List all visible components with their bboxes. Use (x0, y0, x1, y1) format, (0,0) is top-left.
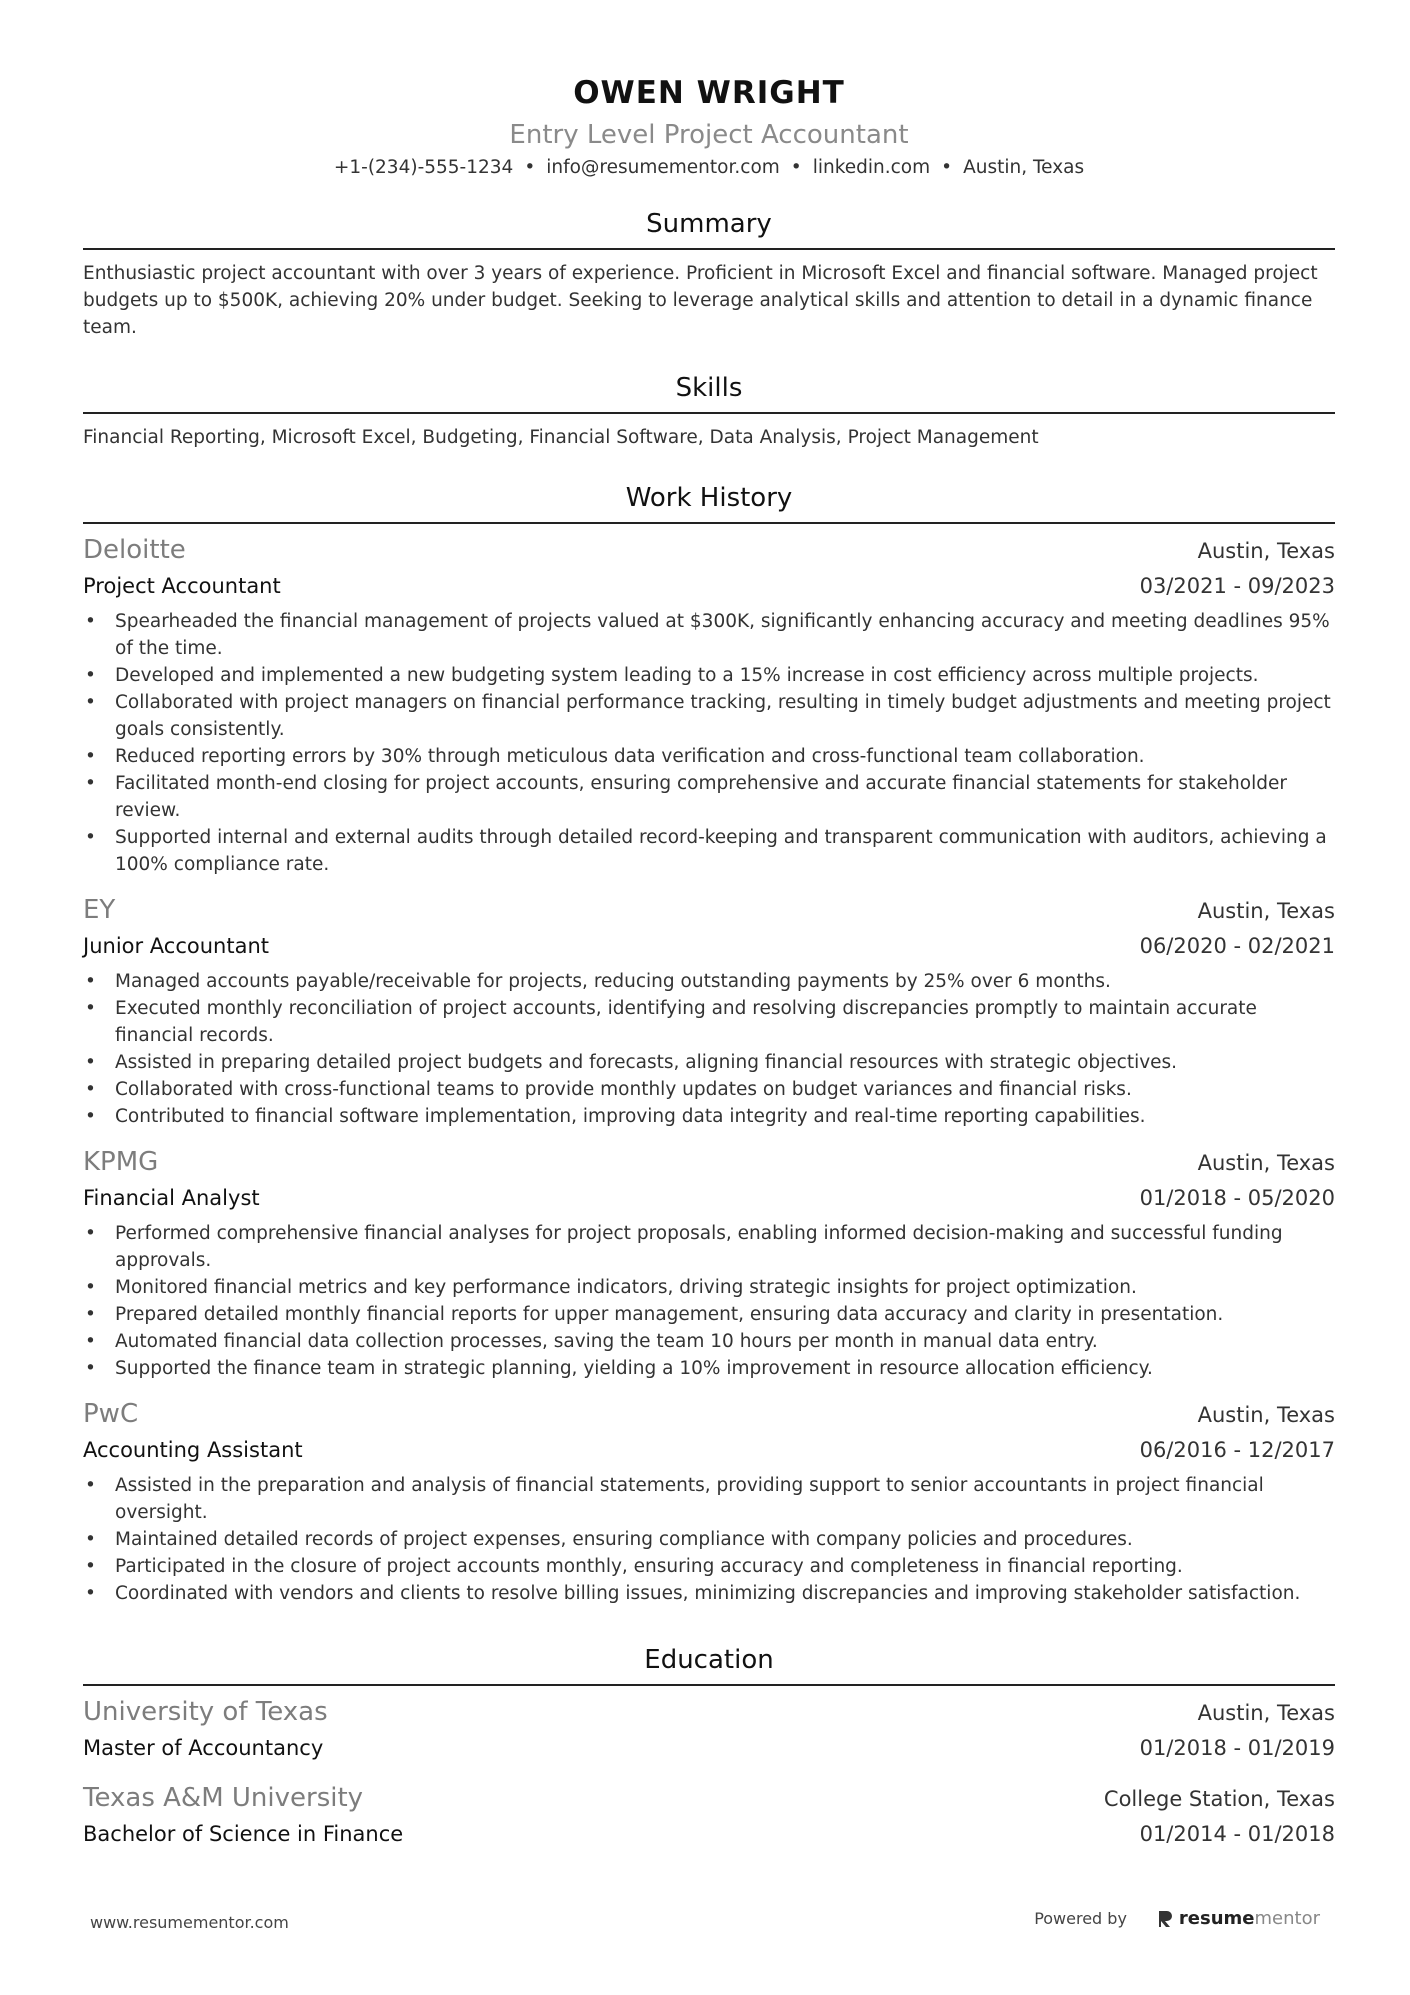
job-role-row (83, 928, 1335, 964)
contact-phone: +1-(234)-555-1234 (333, 157, 514, 178)
job-location: Austin, Texas (1197, 1151, 1335, 1175)
job-role: Junior Accountant (83, 934, 270, 958)
job-entry (83, 1144, 1335, 1382)
bullet-item: • Managed accounts payable/receivable for projects, reducing outstanding payments by 25% over 6 months. (83, 968, 1335, 995)
separator-dot: • (941, 157, 953, 178)
powered-by-label: Powered by (1034, 1909, 1127, 1928)
education-degree-row (83, 1730, 1335, 1766)
bullet-item: • Coordinated with vendors and clients to resolve billing issues, minimizing discrepancies and improving stakeholder satisfaction. (83, 1580, 1335, 1607)
footer-branding (1034, 1908, 1320, 1929)
job-role-row (83, 1180, 1335, 1216)
job-bullets (83, 1472, 1335, 1607)
job-header-row (83, 1144, 1335, 1180)
contact-linkedin[interactable]: linkedin.com (812, 157, 931, 178)
contact-email[interactable]: info@resumementor.com (546, 157, 780, 178)
work-history-heading: Work History (83, 479, 1335, 524)
bullet-item: • Supported the finance team in strategic planning, yielding a 10% improvement in resource allocation efficiency. (83, 1355, 1335, 1382)
education-entry (83, 1694, 1335, 1766)
school-name: Texas A&M University (83, 1783, 364, 1813)
bullet-item: • Performed comprehensive financial analyses for project proposals, enabling informed decision-making and successful funding approvals. (83, 1220, 1335, 1274)
bullet-item: • Maintained detailed records of project expenses, ensuring compliance with company policies and procedures. (83, 1526, 1335, 1553)
contact-line (83, 154, 1335, 182)
bullet-item: • Executed monthly reconciliation of project accounts, identifying and resolving discrepancies promptly to maintain accurate financial records. (83, 995, 1335, 1049)
education-list (83, 1694, 1335, 1852)
job-dates: 01/2018 - 05/2020 (1139, 1186, 1335, 1210)
footer-website[interactable]: www.resumementor.com (90, 1913, 289, 1932)
skills-text: Financial Reporting, Microsoft Excel, Budgeting, Financial Software, Data Analysis, Project Management (83, 427, 1039, 448)
education-dates: 01/2014 - 01/2018 (1139, 1822, 1335, 1846)
bullet-item: • Assisted in preparing detailed project budgets and forecasts, aligning financial resources with strategic objectives. (83, 1049, 1335, 1076)
bullet-item: • Reduced reporting errors by 30% through meticulous data verification and cross-functional team collaboration. (83, 743, 1335, 770)
job-role: Accounting Assistant (83, 1438, 303, 1462)
education-dates: 01/2018 - 01/2019 (1139, 1736, 1335, 1760)
school-location: Austin, Texas (1197, 1701, 1335, 1725)
candidate-title: Entry Level Project Accountant (509, 120, 909, 150)
job-bullets (83, 968, 1335, 1130)
candidate-name: OWEN WRIGHT (573, 75, 845, 111)
bullet-item: • Automated financial data collection processes, saving the team 10 hours per month in manual data entry. (83, 1328, 1335, 1355)
job-dates: 03/2021 - 09/2023 (1139, 574, 1335, 598)
separator-dot: • (524, 157, 536, 178)
resume-page (83, 70, 1335, 1852)
job-dates: 06/2020 - 02/2021 (1139, 934, 1335, 958)
contact-location: Austin, Texas (963, 157, 1085, 178)
job-location: Austin, Texas (1197, 539, 1335, 563)
job-role-row (83, 1432, 1335, 1468)
summary-text: Enthusiastic project accountant with over 3 years of experience. Proficient in Microsoft Excel and financial software. Managed project budgets up to $500K, achieving 20% under budget. Seeking to leverage analytical skills and attention to detail in a dynamic finance team. (83, 263, 1318, 338)
degree-name: Bachelor of Science in Finance (83, 1822, 404, 1846)
school-name: University of Texas (83, 1697, 328, 1727)
job-entry (83, 532, 1335, 878)
job-location: Austin, Texas (1197, 899, 1335, 923)
bullet-item: • Collaborated with project managers on financial performance tracking, resulting in timely budget adjustments and meeting project goals consistently. (83, 689, 1335, 743)
company-name: EY (83, 895, 116, 925)
job-header-row (83, 1396, 1335, 1432)
bullet-item: • Developed and implemented a new budgeting system leading to a 15% increase in cost efficiency across multiple projects. (83, 662, 1335, 689)
job-entry (83, 1396, 1335, 1607)
resumementor-logo-icon (1157, 1910, 1173, 1928)
brand-light-text: mentor (1254, 1908, 1320, 1929)
job-bullets (83, 1220, 1335, 1382)
brand-bold-text: resume (1178, 1908, 1255, 1929)
education-entry (83, 1780, 1335, 1852)
job-header-row (83, 892, 1335, 928)
bullet-item: • Assisted in the preparation and analysis of financial statements, providing support to senior accountants in project financial oversight. (83, 1472, 1335, 1526)
resumementor-logo[interactable] (1157, 1908, 1320, 1929)
job-role: Financial Analyst (83, 1186, 260, 1210)
company-name: PwC (83, 1399, 139, 1429)
degree-name: Master of Accountancy (83, 1736, 324, 1760)
job-location: Austin, Texas (1197, 1403, 1335, 1427)
job-bullets (83, 608, 1335, 878)
job-role: Project Accountant (83, 574, 281, 598)
job-dates: 06/2016 - 12/2017 (1139, 1438, 1335, 1462)
company-name: Deloitte (83, 535, 186, 565)
company-name: KPMG (83, 1147, 159, 1177)
school-location: College Station, Texas (1103, 1787, 1335, 1811)
work-history-list (83, 532, 1335, 1607)
separator-dot: • (790, 157, 802, 178)
bullet-item: • Contributed to financial software implementation, improving data integrity and real-time reporting capabilities. (83, 1103, 1335, 1130)
job-entry (83, 892, 1335, 1130)
bullet-item: • Prepared detailed monthly financial reports for upper management, ensuring data accuracy and clarity in presentation. (83, 1301, 1335, 1328)
bullet-item: • Supported internal and external audits through detailed record-keeping and transparent communication with auditors, achieving a 100% compliance rate. (83, 824, 1335, 878)
job-header-row (83, 532, 1335, 568)
summary-heading: Summary (83, 205, 1335, 250)
bullet-item: • Collaborated with cross-functional teams to provide monthly updates on budget variances and financial risks. (83, 1076, 1335, 1103)
job-role-row (83, 568, 1335, 604)
bullet-item: • Spearheaded the financial management of projects valued at $300K, significantly enhancing accuracy and meeting deadlines 95% of the time. (83, 608, 1335, 662)
education-header-row (83, 1694, 1335, 1730)
bullet-item: • Monitored financial metrics and key performance indicators, driving strategic insights for project optimization. (83, 1274, 1335, 1301)
education-header-row (83, 1780, 1335, 1816)
skills-heading: Skills (83, 369, 1335, 414)
education-degree-row (83, 1816, 1335, 1852)
education-heading: Education (83, 1641, 1335, 1686)
bullet-item: • Facilitated month-end closing for project accounts, ensuring comprehensive and accurate financial statements for stakeholder review. (83, 770, 1335, 824)
bullet-item: • Participated in the closure of project accounts monthly, ensuring accuracy and completeness in financial reporting. (83, 1553, 1335, 1580)
